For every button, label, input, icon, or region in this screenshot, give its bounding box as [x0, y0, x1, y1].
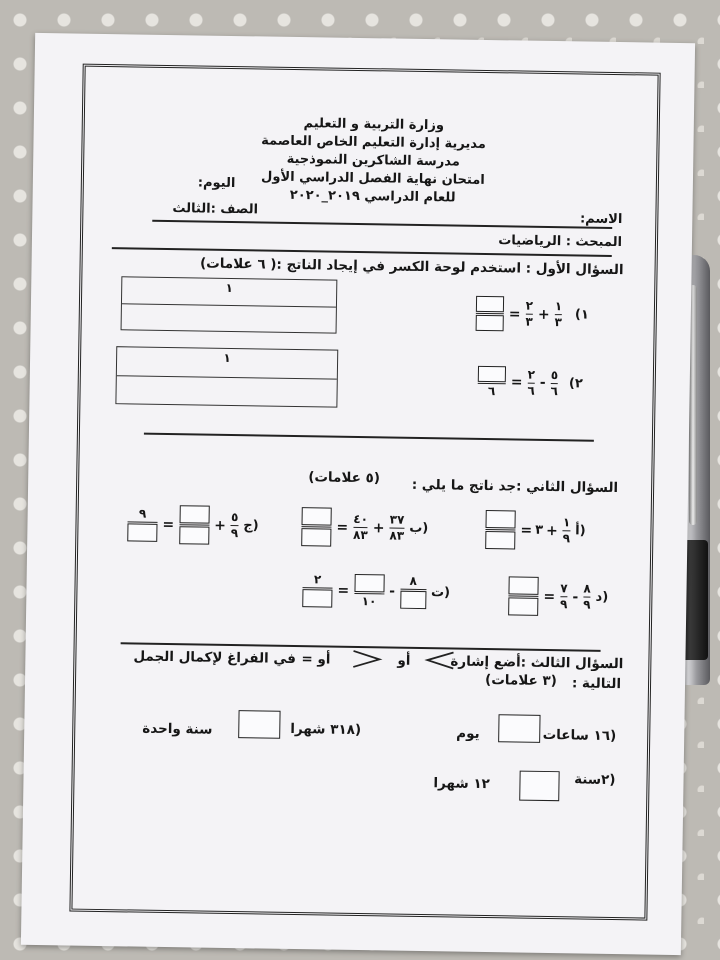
name-label: الاسم: [579, 211, 623, 228]
plus-sign: + [372, 519, 385, 536]
fraction-two-sixths: $\frac{٢}{٦}$ [527, 367, 536, 398]
whole-label: ١ [223, 350, 231, 365]
q2-item-t [300, 573, 450, 609]
answer-numerator-box[interactable] [476, 296, 504, 312]
q3-title-part-a: السؤال الثالث :أضع إشارة [450, 653, 624, 673]
less-than-symbol [349, 649, 383, 674]
answer-denominator-box[interactable] [400, 591, 426, 609]
q3-item-3-right: سنة واحدة [142, 720, 213, 738]
q3-item-2-left: (٢سنة [574, 771, 616, 789]
answer-denominator-box[interactable] [127, 523, 157, 541]
fraction-bar-thirds [121, 276, 338, 333]
equals-sign: = [162, 516, 175, 533]
q3-title-part-b: في الفراغ لإكمال الجمل [133, 648, 297, 668]
item-number: (٢ [568, 375, 583, 392]
answer-fraction: ٦ [478, 366, 506, 398]
answer-fraction [485, 510, 516, 549]
item-number: (١ [574, 307, 589, 323]
bar-divider [117, 375, 337, 379]
equals-sign: = [510, 374, 523, 391]
equals-sign: = [543, 588, 556, 605]
bar-divider [122, 303, 336, 307]
answer-denominator-box[interactable] [302, 589, 332, 607]
q1-expression-1 [474, 296, 590, 333]
exam-paper [21, 33, 695, 955]
fraction-two-thirds: $\frac{٢}{٣}$ [525, 298, 534, 329]
minus-sign: - [539, 374, 546, 391]
answer-denominator-box[interactable] [301, 528, 331, 546]
ministry-title: وزارة التربية و التعليم [303, 116, 445, 134]
q3-or-2: أو = [301, 651, 331, 668]
q3-item-1-left: (١٦ ساعات [542, 726, 617, 745]
q3-item-3-left: (٣١٨ شهرا [290, 720, 362, 739]
whole-number: ٣ [535, 522, 544, 538]
equals-sign: = [520, 522, 533, 539]
fraction: $\frac{٤٠}{٨٣}$ [352, 511, 369, 543]
q3-marks: (٣ علامات) [484, 672, 557, 690]
subject-label: المبحث : الرياضيات [498, 233, 623, 251]
q2-item-c [125, 504, 259, 545]
answer-fraction [301, 507, 332, 546]
answer-fraction [476, 296, 505, 331]
minus-sign: - [389, 583, 396, 600]
school-year: للعام الدراسي ٢٠١٩_٢٠٢٠ [289, 187, 456, 206]
plus-sign: + [545, 522, 558, 539]
plus-sign: + [537, 306, 550, 323]
equals-sign: = [508, 305, 521, 323]
q2-item-d [506, 576, 608, 617]
fraction: $\frac{٥}{٩}$ [230, 510, 239, 541]
q3-item-3-answer-box[interactable] [238, 710, 280, 739]
answer-fraction [508, 576, 539, 615]
directorate-title: مديرية إدارة التعليم الخاص العاصمة [261, 133, 486, 152]
q3-or-1: أو [397, 652, 411, 669]
greater-than-symbol [423, 650, 457, 675]
fraction: ١٠ [354, 574, 385, 608]
q2-title: السؤال الثاني :جد ناتج ما يلي : [411, 476, 619, 497]
fraction: $\frac{٣٧}{٨٣}$ [389, 512, 405, 543]
school-name: مدرسة الشاكرين النموذجية [286, 151, 460, 170]
answer-numerator-box[interactable] [508, 576, 538, 594]
answer-fraction: ٩ [127, 507, 158, 541]
answer-denominator-box[interactable] [485, 531, 515, 549]
equals-sign: = [337, 582, 350, 599]
answer-numerator-box[interactable] [485, 510, 515, 528]
fraction-five-sixths: $\frac{٥}{٦}$ [550, 367, 559, 398]
minus-sign: - [572, 588, 579, 605]
q2-item-b [299, 507, 428, 548]
answer-fraction [179, 505, 210, 544]
exam-title: امتحان نهاية الفصل الدراسي الأول [260, 169, 485, 188]
fraction: ٨ [400, 575, 427, 609]
answer-fraction: ٢ [302, 573, 333, 607]
q3-item-1-answer-box[interactable] [498, 714, 540, 743]
fraction-bar-sixths [115, 346, 338, 407]
answer-denominator-box[interactable] [508, 597, 538, 615]
answer-numerator-box[interactable] [354, 574, 384, 592]
fraction: $\frac{٧}{٩}$ [559, 581, 568, 612]
fraction: $\frac{١}{٩}$ [562, 515, 571, 546]
answer-numerator-box[interactable] [478, 366, 506, 382]
item-label: د) [595, 589, 609, 605]
item-label: ت) [430, 584, 451, 600]
q2-item-a [483, 510, 586, 551]
answer-numerator-box[interactable] [302, 507, 332, 525]
q3-item-1-right: يوم [456, 725, 480, 742]
grade-label: الصف :الثالث [172, 201, 259, 218]
item-label: ب) [409, 520, 429, 537]
fraction-one-third: $\frac{١}{٣}$ [554, 299, 563, 330]
answer-denominator-box[interactable] [476, 315, 504, 331]
q3-item-2-answer-box[interactable] [519, 771, 559, 802]
q2-marks: (٥ علامات) [308, 469, 381, 487]
q1-expression-2 [476, 366, 584, 400]
answer-numerator-box[interactable] [179, 505, 209, 523]
day-label: اليوم: [197, 175, 236, 192]
equals-sign: = [336, 519, 349, 536]
q1-title: السؤال الأول : استخدم لوحة الكسر في إيجاد الناتج :( ٦ علامات) [199, 255, 624, 279]
item-label: ج) [243, 518, 259, 534]
q3-title-part-c: التالية : [571, 675, 622, 693]
fraction: $\frac{٨}{٩}$ [583, 581, 591, 612]
plus-sign: + [214, 517, 227, 534]
item-label: أ) [575, 523, 586, 539]
whole-label: ١ [225, 280, 233, 296]
q3-item-2-right: ١٢ شهرا [433, 775, 490, 793]
answer-denominator-box[interactable] [179, 526, 209, 544]
